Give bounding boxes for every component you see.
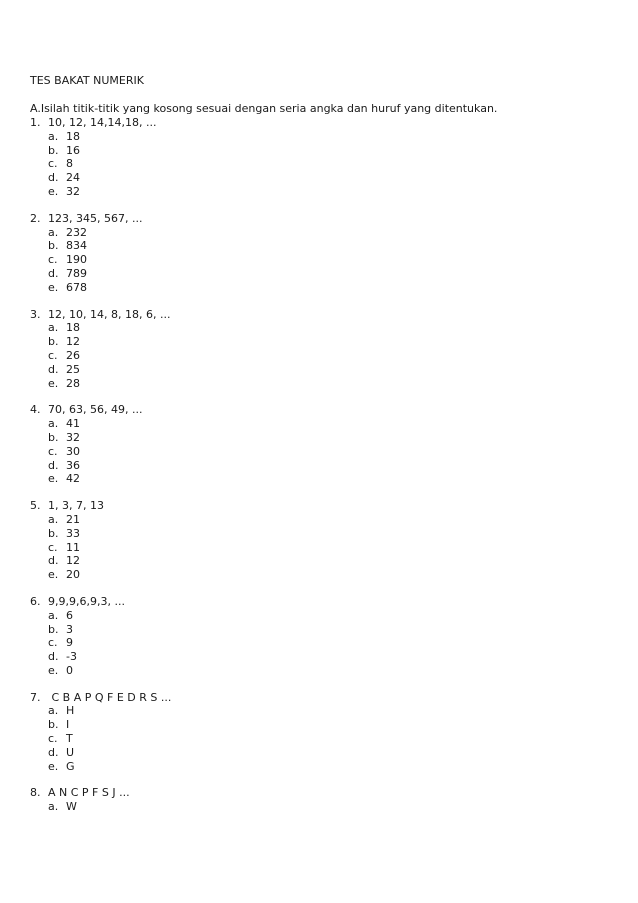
option-value: 18 (66, 321, 80, 335)
question-5 (30, 499, 610, 582)
option-letter: a. (48, 321, 59, 335)
option-value: 16 (66, 143, 80, 157)
answer-option (30, 377, 610, 391)
answer-option (30, 171, 610, 185)
answer-option (30, 472, 610, 486)
question-stem (30, 403, 610, 417)
option-letter: a. (48, 225, 59, 239)
question-number: 4. (30, 403, 41, 417)
option-value: 32 (66, 184, 80, 198)
option-letter: b. (48, 622, 59, 636)
question-1 (30, 116, 610, 199)
option-letter: a. (48, 800, 59, 814)
question-stem (30, 595, 610, 609)
option-value: 25 (66, 362, 80, 376)
option-value: 26 (66, 348, 80, 362)
option-letter: b. (48, 718, 59, 732)
answer-option (30, 718, 610, 732)
answer-option (30, 144, 610, 158)
answer-option (30, 349, 610, 363)
answer-option (30, 157, 610, 171)
answer-option (30, 417, 610, 431)
option-letter: b. (48, 143, 59, 157)
question-number: 8. (30, 786, 41, 800)
question-text: 10, 12, 14,14,18, ... (48, 116, 157, 129)
document-title: TES BAKAT NUMERIK (30, 74, 144, 87)
question-text: A N C P F S J ... (48, 786, 130, 800)
answer-option (30, 335, 610, 349)
question-list (30, 116, 610, 814)
option-value: 28 (66, 376, 80, 390)
question-stem (30, 786, 610, 800)
option-letter: a. (48, 512, 59, 526)
option-letter: e. (48, 184, 59, 198)
instruction-text: A.Isilah titik-titik yang kosong sesuai dengan seria angka dan huruf yang ditentukan. (30, 102, 498, 115)
answer-option (30, 664, 610, 678)
question-6 (30, 595, 610, 678)
question-text: 12, 10, 14, 8, 18, 6, ... (48, 307, 171, 321)
answer-option (30, 239, 610, 253)
option-value: 24 (66, 171, 80, 185)
answer-option (30, 130, 610, 144)
option-value: 32 (66, 430, 80, 444)
question-number: 3. (30, 307, 41, 321)
option-value: 11 (66, 540, 80, 554)
option-letter: c. (48, 157, 58, 171)
answer-option (30, 554, 610, 568)
document-page (30, 74, 610, 827)
option-value: I (66, 718, 70, 732)
answer-option (30, 459, 610, 473)
option-letter: a. (48, 608, 59, 622)
answer-option (30, 800, 610, 814)
option-letter: c. (48, 348, 58, 362)
option-letter: c. (48, 444, 58, 458)
option-letter: e. (48, 376, 59, 390)
question-3 (30, 308, 610, 391)
question-7 (30, 691, 610, 774)
option-value: 42 (66, 472, 80, 486)
option-value: 18 (66, 129, 80, 143)
answer-option (30, 321, 610, 335)
answer-option (30, 445, 610, 459)
question-stem (30, 116, 610, 130)
question-text: 70, 63, 56, 49, ... (48, 403, 143, 417)
option-letter: d. (48, 266, 59, 280)
option-letter: a. (48, 704, 59, 718)
question-stem (30, 691, 610, 705)
option-value: 30 (66, 444, 80, 458)
answer-option (30, 281, 610, 295)
option-value: 33 (66, 526, 80, 540)
question-text: 1, 3, 7, 13 (48, 499, 104, 513)
option-value: 834 (66, 239, 87, 253)
answer-option (30, 431, 610, 445)
option-letter: d. (48, 554, 59, 568)
option-value: 36 (66, 458, 80, 472)
answer-option (30, 541, 610, 555)
option-letter: b. (48, 239, 59, 253)
question-number: 2. (30, 211, 41, 225)
option-value: 3 (66, 622, 73, 636)
option-letter: d. (48, 650, 59, 664)
question-8 (30, 786, 610, 814)
option-value: 678 (66, 280, 87, 294)
answer-option (30, 636, 610, 650)
question-4 (30, 403, 610, 486)
answer-option (30, 267, 610, 281)
option-letter: e. (48, 663, 59, 677)
answer-option (30, 253, 610, 267)
option-value: 190 (66, 253, 87, 267)
option-value: 8 (66, 157, 73, 171)
option-letter: a. (48, 129, 59, 143)
option-value: W (66, 800, 77, 814)
option-value: T (66, 732, 73, 746)
answer-option (30, 363, 610, 377)
option-letter: e. (48, 472, 59, 486)
answer-option (30, 704, 610, 718)
answer-option (30, 609, 610, 623)
question-stem (30, 499, 610, 513)
option-value: 20 (66, 568, 80, 582)
option-value: 12 (66, 335, 80, 349)
option-letter: b. (48, 526, 59, 540)
option-letter: c. (48, 636, 58, 650)
answer-option (30, 623, 610, 637)
answer-option (30, 568, 610, 582)
answer-option (30, 746, 610, 760)
question-text: 123, 345, 567, ... (48, 211, 143, 225)
option-letter: d. (48, 745, 59, 759)
question-number: 7. (30, 690, 41, 704)
option-letter: d. (48, 171, 59, 185)
option-value: G (66, 759, 75, 773)
question-number: 6. (30, 594, 41, 608)
answer-option (30, 760, 610, 774)
option-value: 9 (66, 636, 73, 650)
question-stem (30, 212, 610, 226)
option-letter: c. (48, 253, 58, 267)
question-number: 1. (30, 116, 41, 129)
option-letter: b. (48, 430, 59, 444)
option-letter: c. (48, 540, 58, 554)
option-value: 41 (66, 417, 80, 431)
option-value: 0 (66, 663, 73, 677)
question-2 (30, 212, 610, 295)
option-letter: e. (48, 568, 59, 582)
question-text: 9,9,9,6,9,3, ... (48, 594, 125, 608)
option-value: H (66, 704, 75, 718)
option-letter: b. (48, 335, 59, 349)
option-letter: a. (48, 417, 59, 431)
question-text: C B A P Q F E D R S ... (48, 690, 172, 704)
option-letter: e. (48, 280, 59, 294)
option-letter: c. (48, 732, 58, 746)
option-letter: d. (48, 362, 59, 376)
answer-option (30, 732, 610, 746)
answer-option (30, 513, 610, 527)
option-value: 21 (66, 512, 80, 526)
option-letter: e. (48, 759, 59, 773)
option-letter: d. (48, 458, 59, 472)
answer-option (30, 527, 610, 541)
answer-option (30, 226, 610, 240)
question-number: 5. (30, 499, 41, 513)
answer-option (30, 650, 610, 664)
option-value: 789 (66, 266, 87, 280)
option-value: U (66, 745, 75, 759)
answer-option (30, 185, 610, 199)
option-value: 12 (66, 554, 80, 568)
option-value: 232 (66, 225, 87, 239)
option-value: 6 (66, 608, 73, 622)
question-stem (30, 308, 610, 322)
option-value: -3 (66, 650, 77, 664)
